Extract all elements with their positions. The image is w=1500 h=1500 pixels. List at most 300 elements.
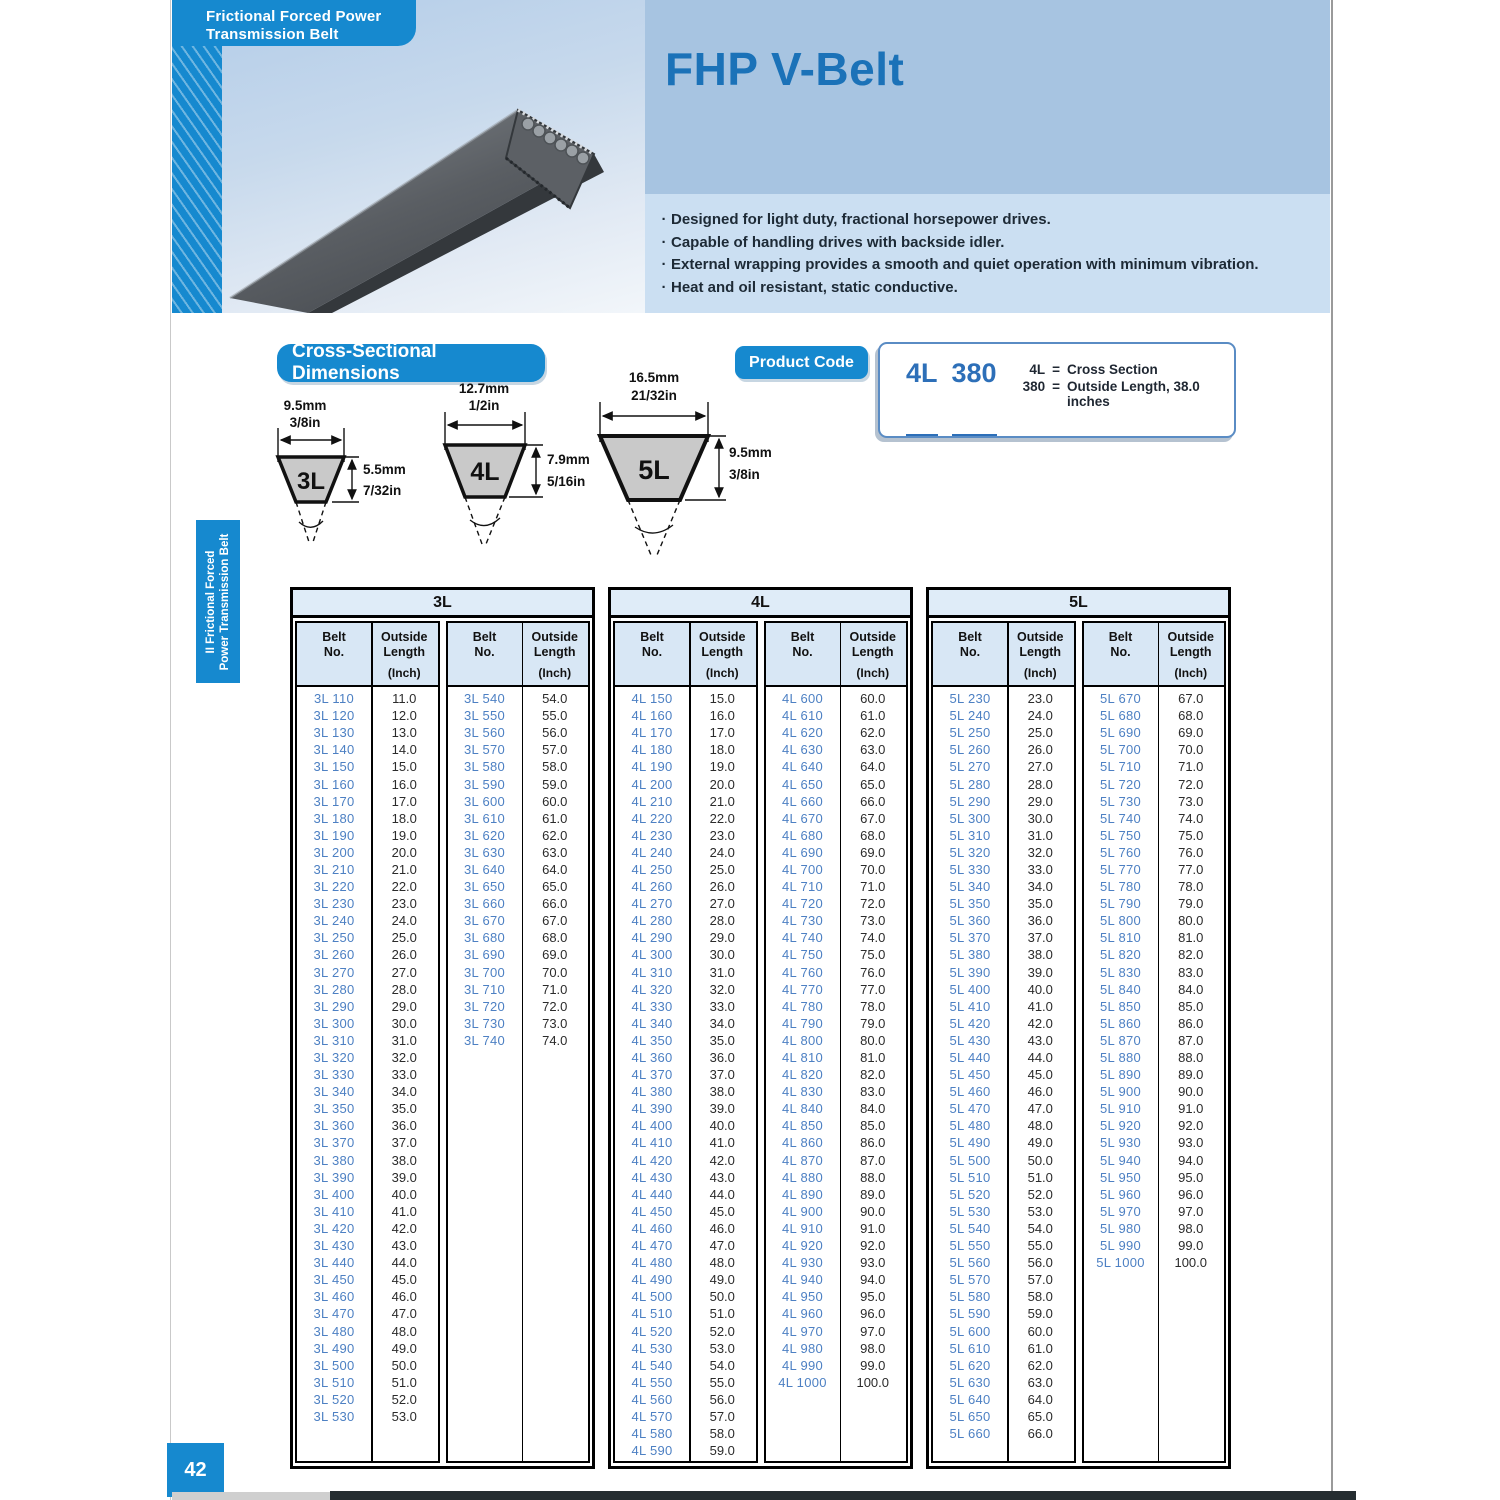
length-cell: 61.0 (860, 708, 886, 724)
length-cell: 66.0 (860, 793, 886, 809)
length-cell: 56.0 (709, 1391, 735, 1407)
length-cell: 42.0 (391, 1220, 417, 1236)
outside-length-header (689, 623, 756, 685)
bullet-icon: · (661, 256, 667, 273)
feature-item: · Capable of handling drives with backside idler. (657, 232, 1330, 255)
belt-no-cell: 4L 1000 (778, 1374, 827, 1390)
belt-no-cell: 3L 390 (313, 1169, 355, 1185)
belt-no-cell: 4L 960 (781, 1306, 824, 1322)
belt-no-cell: 3L 340 (313, 1084, 355, 1100)
length-cell: 63.0 (1027, 1374, 1053, 1390)
length-cell: 32.0 (391, 1050, 417, 1066)
length-cell: 23.0 (1027, 691, 1053, 707)
length-cell: 41.0 (709, 1135, 735, 1151)
length-cell: 74.0 (1178, 810, 1204, 826)
length-cell: 20.0 (709, 776, 735, 792)
belt-no-cell: 4L 520 (631, 1323, 673, 1339)
length-cell: 64.0 (542, 861, 568, 877)
length-cell: 65.0 (542, 879, 568, 895)
length-cell: 73.0 (1178, 793, 1204, 809)
outside-length-header (371, 623, 438, 685)
belt-no-cell: 4L 910 (781, 1220, 824, 1236)
length-cell: 54.0 (542, 691, 568, 707)
belt-no-header (448, 623, 522, 685)
length-cell: 50.0 (391, 1357, 417, 1373)
length-cell: 99.0 (860, 1357, 886, 1373)
length-cell: 79.0 (860, 1015, 886, 1031)
belt-no-cell: 3L 730 (463, 1015, 506, 1031)
belt-no-cell: 5L 860 (1099, 1015, 1142, 1031)
belt-no-cell: 4L 390 (631, 1101, 673, 1117)
belt-no-cell: 3L 600 (463, 793, 506, 809)
belt-no-cell: 5L 280 (949, 776, 991, 792)
belt-no-cell: 5L 390 (949, 964, 991, 980)
length-cell: 97.0 (1178, 1203, 1204, 1219)
belt-no-cell: 5L 670 (1099, 691, 1142, 707)
belt-no-header (1084, 623, 1158, 685)
code-length: 380 (952, 358, 997, 436)
length-cell: 43.0 (391, 1238, 417, 1254)
outside-length-header (1007, 623, 1074, 685)
belt-no-cell: 4L 200 (631, 776, 673, 792)
length-cell: 96.0 (860, 1306, 886, 1322)
belt-no-cell: 5L 750 (1099, 827, 1142, 843)
belt-no-cell: 5L 570 (949, 1272, 991, 1288)
length-cell: 40.0 (391, 1186, 417, 1202)
length-cell: 58.0 (1027, 1289, 1053, 1305)
length-cell: 52.0 (1027, 1186, 1053, 1202)
subtable-1 (931, 621, 1076, 1463)
profile-label-4l: 4L (470, 458, 500, 486)
length-cell: 70.0 (542, 964, 568, 980)
belt-no-cell: 4L 620 (781, 725, 824, 741)
outside-length-header-line2: Length (851, 644, 894, 659)
length-cell: 51.0 (1027, 1169, 1053, 1185)
length-cell: 59.0 (1027, 1306, 1053, 1322)
length-cell: 37.0 (1027, 930, 1053, 946)
length-cell: 36.0 (1027, 913, 1053, 929)
belt-no-cell: 3L 320 (313, 1050, 355, 1066)
length-cell: 18.0 (709, 742, 735, 758)
belt-no-cell: 4L 730 (781, 913, 824, 929)
belt-no-cell: 4L 170 (631, 725, 673, 741)
length-cell: 56.0 (542, 725, 568, 741)
belt-no-cell: 4L 550 (631, 1374, 673, 1390)
cross-section-diagram-3l (255, 390, 445, 600)
length-cell: 39.0 (1027, 964, 1053, 980)
length-cell: 58.0 (542, 759, 568, 775)
subtable-2 (446, 621, 591, 1463)
belt-no-cell: 4L 680 (781, 827, 824, 843)
belt-no-header-line2: No. (959, 644, 981, 659)
length-cell: 52.0 (709, 1323, 735, 1339)
belt-no-cell: 5L 340 (949, 879, 991, 895)
belt-no-cell: 4L 540 (631, 1357, 673, 1373)
length-cell: 26.0 (1027, 742, 1053, 758)
bullet-icon: · (661, 211, 667, 228)
belt-no-cell: 5L 690 (1099, 725, 1142, 741)
length-cell: 28.0 (709, 913, 735, 929)
column-headers (766, 623, 907, 687)
length-cell: 52.0 (391, 1391, 417, 1407)
belt-no-cell: 4L 870 (781, 1152, 824, 1168)
height-mm-label: 5.5mm (363, 462, 406, 477)
belt-no-cell: 4L 290 (631, 930, 673, 946)
length-cell: 71.0 (1178, 759, 1204, 775)
length-cell: 27.0 (391, 964, 417, 980)
belt-no-cell: 5L 590 (949, 1306, 991, 1322)
length-cell: 24.0 (709, 844, 735, 860)
length-cell: 100.0 (856, 1374, 890, 1390)
belt-no-cell: 4L 280 (631, 913, 673, 929)
belt-no-cell: 5L 840 (1099, 981, 1142, 997)
belt-no-cell: 3L 150 (313, 759, 355, 775)
belt-no-cell: 5L 380 (949, 947, 991, 963)
length-cell: 44.0 (1027, 1050, 1053, 1066)
belt-no-cell: 3L 580 (463, 759, 506, 775)
length-cell: 78.0 (860, 998, 886, 1014)
belt-no-header-line1: Belt (322, 630, 346, 644)
length-cell: 69.0 (860, 844, 886, 860)
belt-no-cell: 4L 150 (631, 691, 673, 707)
length-cell: 53.0 (391, 1408, 417, 1424)
belt-no-cell: 4L 160 (631, 708, 673, 724)
belt-no-cell: 3L 410 (313, 1203, 355, 1219)
length-cell: 29.0 (709, 930, 735, 946)
length-cell: 91.0 (860, 1220, 886, 1236)
belt-no-header (933, 623, 1007, 685)
belt-no-cell: 5L 680 (1099, 708, 1142, 724)
length-cell: 25.0 (391, 930, 417, 946)
length-cell: 65.0 (1027, 1408, 1053, 1424)
belt-no-header-line2: No. (792, 644, 813, 659)
feature-item: · Heat and oil resistant, static conductive. (657, 277, 1330, 300)
belt-no-header-line1: Belt (472, 630, 497, 644)
length-cell: 90.0 (1178, 1084, 1204, 1100)
belt-no-cell: 5L 740 (1099, 810, 1142, 826)
rows (615, 687, 756, 1459)
length-cell: 82.0 (860, 1067, 886, 1083)
length-cell: 81.0 (860, 1050, 886, 1066)
belt-no-cell: 3L 530 (313, 1408, 355, 1424)
belt-no-cell: 5L 710 (1099, 759, 1142, 775)
length-cell: 81.0 (1178, 930, 1204, 946)
length-cell: 37.0 (709, 1067, 735, 1083)
belt-no-cell: 4L 260 (631, 879, 673, 895)
length-cell: 76.0 (1178, 844, 1204, 860)
length-cell: 60.0 (860, 691, 886, 707)
feature-list (645, 194, 1330, 313)
length-cell: 36.0 (391, 1118, 417, 1134)
belt-no-cell: 5L 290 (949, 793, 991, 809)
length-cell: 64.0 (1027, 1391, 1053, 1407)
length-cell: 42.0 (709, 1152, 735, 1168)
belt-no-cell: 3L 450 (313, 1272, 355, 1288)
belt-no-header (766, 623, 840, 685)
length-cell: 90.0 (860, 1203, 886, 1219)
length-cell: 47.0 (709, 1238, 735, 1254)
belt-no-header-line2: No. (1110, 644, 1131, 659)
length-cell: 32.0 (709, 981, 735, 997)
belt-no-cell: 5L 730 (1099, 793, 1142, 809)
belt-no-header-line1: Belt (1108, 630, 1133, 644)
belt-no-cell: 3L 710 (463, 981, 506, 997)
belt-no-cell: 5L 400 (949, 981, 991, 997)
code-cross-section: 4L (906, 358, 938, 436)
length-cell: 41.0 (391, 1203, 417, 1219)
belt-no-cell: 4L 990 (781, 1357, 824, 1373)
length-cell: 19.0 (709, 759, 735, 775)
length-cell: 28.0 (1027, 776, 1053, 792)
height-in-label: 5/16in (547, 474, 586, 489)
length-cell: 87.0 (1178, 1032, 1204, 1048)
length-cell: 26.0 (709, 879, 735, 895)
width-in-label: 21/32in (631, 388, 677, 403)
belt-no-cell: 5L 440 (949, 1050, 991, 1066)
belt-no-cell: 3L 140 (313, 742, 355, 758)
length-cell: 24.0 (1027, 708, 1053, 724)
length-cell: 91.0 (1178, 1101, 1204, 1117)
belt-no-header (615, 623, 689, 685)
cross-section-diagram-5l (575, 355, 805, 615)
length-cell: 55.0 (709, 1374, 735, 1390)
product-code-box (878, 342, 1236, 438)
product-code-legend: 4L = Cross Section 380 = Outside Length, 38.0 inches (1022, 362, 1200, 409)
belt-no-cell: 3L 370 (313, 1135, 355, 1151)
length-cell: 93.0 (1178, 1135, 1204, 1151)
belt-no-cell: 3L 490 (313, 1340, 355, 1356)
height-mm-label: 9.5mm (729, 445, 772, 460)
belt-no-cell: 4L 780 (781, 998, 824, 1014)
outside-length-unit: (Inch) (538, 666, 572, 680)
length-cell: 51.0 (709, 1306, 735, 1322)
length-cell: 76.0 (860, 964, 886, 980)
belt-no-cell: 5L 790 (1099, 896, 1142, 912)
length-cell: 22.0 (391, 879, 417, 895)
belt-no-cell: 4L 850 (781, 1118, 824, 1134)
belt-no-cell: 4L 240 (631, 844, 673, 860)
belt-no-cell: 4L 940 (781, 1272, 824, 1288)
belt-no-cell: 4L 950 (781, 1289, 824, 1305)
width-mm-label: 9.5mm (283, 398, 327, 413)
feature-item: · External wrapping provides a smooth and quiet operation with minimum vibration. (657, 254, 1330, 277)
belt-no-cell: 3L 210 (313, 861, 355, 877)
length-cell: 46.0 (391, 1289, 417, 1305)
belt-no-cell: 3L 110 (313, 691, 355, 707)
corner-tab-line2: Transmission Belt (206, 25, 339, 43)
length-cell: 26.0 (391, 947, 417, 963)
belt-no-header-line2: No. (641, 644, 663, 659)
belt-no-cell: 4L 180 (631, 742, 673, 758)
cross-section-heading: Cross-Sectional Dimensions (277, 344, 545, 382)
length-cell: 70.0 (860, 861, 886, 877)
belt-no-header-line1: Belt (640, 630, 664, 644)
length-cell: 71.0 (542, 981, 568, 997)
length-cell: 38.0 (391, 1152, 417, 1168)
belt-no-cell: 5L 700 (1099, 742, 1142, 758)
length-cell: 38.0 (709, 1084, 735, 1100)
belt-no-cell: 4L 750 (781, 947, 824, 963)
length-cell: 33.0 (391, 1067, 417, 1083)
belt-no-cell: 4L 660 (781, 793, 824, 809)
belt-no-cell: 4L 860 (781, 1135, 824, 1151)
length-cell: 35.0 (1027, 896, 1053, 912)
length-cell: 17.0 (709, 725, 735, 741)
belt-no-cell: 5L 430 (949, 1032, 991, 1048)
length-cell: 23.0 (391, 896, 417, 912)
length-cell: 94.0 (860, 1272, 886, 1288)
length-cell: 17.0 (391, 793, 417, 809)
length-cell: 89.0 (1178, 1067, 1204, 1083)
length-cell: 63.0 (542, 844, 568, 860)
outside-length-unit: (Inch) (387, 666, 421, 680)
belt-no-cell: 5L 920 (1099, 1118, 1142, 1134)
corner-tab (172, 0, 416, 46)
belt-no-cell: 5L 780 (1099, 879, 1142, 895)
length-cell: 13.0 (391, 725, 417, 741)
length-cell: 75.0 (1178, 827, 1204, 843)
belt-no-cell: 5L 900 (1099, 1084, 1142, 1100)
length-cell: 49.0 (709, 1272, 735, 1288)
page-title: FHP V-Belt (665, 43, 905, 95)
belt-no-cell: 5L 410 (949, 998, 991, 1014)
length-cell: 72.0 (860, 896, 886, 912)
belt-no-cell: 4L 230 (631, 827, 673, 843)
belt-no-cell: 3L 180 (313, 810, 355, 826)
belt-no-cell: 4L 220 (631, 810, 673, 826)
length-cell: 80.0 (1178, 913, 1204, 929)
length-cell: 30.0 (709, 947, 735, 963)
belt-no-cell: 3L 640 (463, 861, 506, 877)
belt-no-cell: 3L 310 (313, 1032, 355, 1048)
belt-no-cell: 4L 640 (781, 759, 824, 775)
length-cell: 71.0 (860, 879, 886, 895)
length-cell: 48.0 (391, 1323, 417, 1339)
outside-length-header-line1: Outside (849, 630, 897, 644)
outside-length-header-line2: Length (1019, 644, 1062, 659)
length-cell: 62.0 (860, 725, 886, 741)
belt-no-cell: 5L 500 (949, 1152, 991, 1168)
profile-label-3l: 3L (296, 468, 326, 495)
belt-no-cell: 3L 440 (313, 1255, 355, 1271)
belt-no-cell: 4L 890 (781, 1186, 824, 1202)
belt-no-cell: 5L 320 (949, 844, 991, 860)
length-cell: 53.0 (1027, 1203, 1053, 1219)
length-cell: 88.0 (1178, 1050, 1204, 1066)
belt-no-cell: 4L 480 (631, 1255, 673, 1271)
height-in-label: 7/32in (363, 483, 402, 498)
belt-no-cell: 5L 980 (1099, 1220, 1142, 1236)
outside-length-header-line2: Length (701, 644, 744, 659)
belt-no-cell: 3L 680 (463, 930, 506, 946)
belt-no-cell: 3L 240 (313, 913, 355, 929)
length-cell: 55.0 (542, 708, 568, 724)
length-cell: 34.0 (709, 1015, 735, 1031)
length-cell: 46.0 (709, 1220, 735, 1236)
length-cell: 29.0 (1027, 793, 1053, 809)
length-cell: 74.0 (542, 1032, 568, 1048)
length-cell: 79.0 (1178, 896, 1204, 912)
belt-no-cell: 3L 230 (313, 896, 355, 912)
column-divider (522, 623, 524, 1461)
length-cell: 66.0 (1027, 1426, 1053, 1442)
belt-no-cell: 4L 270 (631, 896, 673, 912)
length-cell: 31.0 (1027, 827, 1053, 843)
belt-no-cell: 3L 540 (463, 691, 506, 707)
belt-no-cell: 3L 520 (313, 1391, 355, 1407)
belt-no-cell: 3L 480 (313, 1323, 355, 1339)
belt-no-cell: 3L 630 (463, 844, 506, 860)
belt-no-cell: 5L 830 (1099, 964, 1142, 980)
column-headers (615, 623, 756, 687)
length-cell: 55.0 (1027, 1238, 1053, 1254)
length-cell: 61.0 (1027, 1340, 1053, 1356)
belt-no-cell: 4L 810 (781, 1050, 824, 1066)
column-headers (448, 623, 589, 687)
belt-no-cell: 5L 600 (949, 1323, 991, 1339)
length-cell: 45.0 (391, 1272, 417, 1288)
belt-no-cell: 4L 460 (631, 1220, 673, 1236)
width-mm-label: 12.7mm (458, 381, 510, 396)
length-cell: 21.0 (391, 861, 417, 877)
belt-no-cell: 3L 260 (313, 947, 355, 963)
belt-no-cell: 4L 210 (631, 793, 673, 809)
belt-no-cell: 4L 670 (781, 810, 824, 826)
length-cell: 82.0 (1178, 947, 1204, 963)
belt-no-cell: 4L 980 (781, 1340, 824, 1356)
length-cell: 85.0 (860, 1118, 886, 1134)
subtable-2 (764, 621, 909, 1463)
length-cell: 49.0 (1027, 1135, 1053, 1151)
belt-no-cell: 5L 260 (949, 742, 991, 758)
outside-length-header (522, 623, 589, 685)
length-cell: 25.0 (1027, 725, 1053, 741)
belt-no-cell: 5L 520 (949, 1186, 991, 1202)
width-mm-label: 16.5mm (628, 370, 680, 385)
column-headers (933, 623, 1074, 687)
belt-no-cell: 5L 800 (1099, 913, 1142, 929)
belt-no-cell: 5L 760 (1099, 844, 1142, 860)
length-cell: 35.0 (709, 1032, 735, 1048)
length-cell: 19.0 (391, 827, 417, 843)
rows (1084, 687, 1225, 1271)
belt-no-cell: 4L 190 (631, 759, 673, 775)
subtable-1 (295, 621, 440, 1463)
section-body (293, 618, 592, 1463)
length-cell: 75.0 (860, 947, 886, 963)
length-cell: 15.0 (709, 691, 735, 707)
belt-no-cell: 3L 470 (313, 1306, 355, 1322)
length-cell: 54.0 (1027, 1220, 1053, 1236)
length-cell: 100.0 (1174, 1255, 1208, 1271)
belt-no-cell: 5L 530 (949, 1203, 991, 1219)
belt-no-cell: 3L 190 (313, 827, 355, 843)
length-cell: 84.0 (1178, 981, 1204, 997)
belt-no-cell: 5L 270 (949, 759, 991, 775)
belt-table (290, 587, 1231, 1469)
length-cell: 92.0 (860, 1238, 886, 1254)
belt-no-cell: 3L 500 (313, 1357, 355, 1373)
belt-no-cell: 3L 620 (463, 827, 506, 843)
belt-no-cell: 5L 990 (1099, 1238, 1142, 1254)
length-cell: 72.0 (1178, 776, 1204, 792)
length-cell: 78.0 (1178, 879, 1204, 895)
belt-no-cell: 3L 460 (313, 1289, 355, 1305)
belt-no-cell: 5L 890 (1099, 1067, 1142, 1083)
belt-no-cell: 4L 630 (781, 742, 824, 758)
length-cell: 39.0 (391, 1169, 417, 1185)
length-cell: 64.0 (860, 759, 886, 775)
